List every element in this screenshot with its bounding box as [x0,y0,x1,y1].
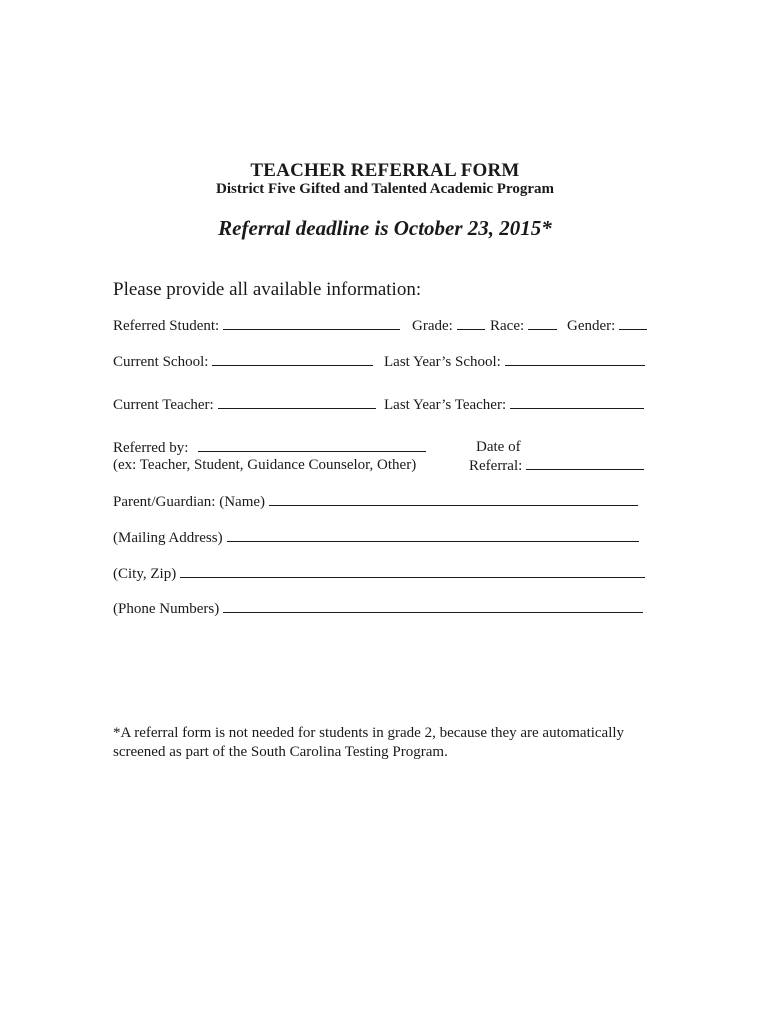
parent-guardian-label: Parent/Guardian: (Name) [113,494,266,510]
phone-numbers-label: (Phone Numbers) [113,601,220,617]
gender-field[interactable] [619,316,647,330]
referred-by-hint: (ex: Teacher, Student, Guidance Counselor, Other) [113,457,417,473]
referral-deadline: Referral deadline is October 23, 2015* [218,216,552,240]
form-subtitle: District Five Gifted and Talented Academic Program [215,181,554,197]
referral-date-label: Referral: [469,458,523,474]
current-teacher-label: Current Teacher: [113,397,214,413]
mailing-address-field[interactable] [227,528,639,542]
phone-numbers-field[interactable] [223,599,643,613]
current-school-field[interactable] [212,352,373,366]
gender-label: Gender: [567,318,616,334]
date-of-label: Date of [476,439,521,455]
race-field[interactable] [528,316,557,330]
grade-field[interactable] [457,316,485,330]
city-zip-field[interactable] [180,564,645,578]
last-years-school-field[interactable] [505,352,645,366]
referred-by-field[interactable] [198,438,426,452]
race-label: Race: [490,318,525,334]
last-years-teacher-label: Last Year’s Teacher: [384,397,507,413]
form-title: TEACHER REFERRAL FORM [250,160,520,181]
last-years-school-label: Last Year’s School: [384,354,501,370]
referral-date-field[interactable] [526,456,644,470]
city-zip-label: (City, Zip) [113,566,177,582]
referred-student-field[interactable] [223,316,400,330]
footnote: *A referral form is not needed for students in grade 2, because they are automatically screened as part of the South Carolina Testing Program. [113,725,625,760]
referred-student-label: Referred Student: [113,318,220,334]
referred-by-label: Referred by: [113,440,189,456]
parent-guardian-field[interactable] [269,492,638,506]
current-school-label: Current School: [113,354,209,370]
mailing-address-label: (Mailing Address) [113,530,223,546]
last-years-teacher-field[interactable] [510,395,644,409]
instructions-text: Please provide all available information: [113,279,422,300]
grade-label: Grade: [412,318,453,334]
current-teacher-field[interactable] [218,395,376,409]
